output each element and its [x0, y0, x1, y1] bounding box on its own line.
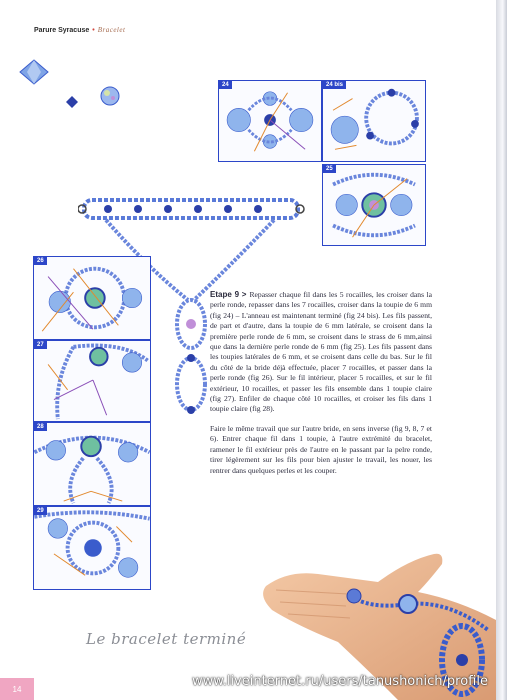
figure-label: 25: [323, 165, 336, 173]
figure-label: 26: [34, 257, 47, 265]
figure-label: 24 bis: [323, 81, 346, 89]
figure-label: 24: [219, 81, 232, 89]
figure-28: [33, 422, 151, 506]
beadwork-diagram: [323, 81, 425, 161]
figure-26: [33, 256, 151, 340]
header-section: Bracelet: [97, 26, 126, 34]
figure-29: [33, 506, 151, 590]
header-separator: •: [92, 27, 95, 34]
figure-25: [322, 164, 426, 246]
photo-caption: Le bracelet terminé: [86, 630, 247, 648]
page-number: 14: [0, 678, 34, 700]
beadwork-diagram: [34, 507, 150, 589]
watermark-url: www.liveinternet.ru/users/tanushonich/profile: [192, 674, 488, 689]
figure-label: 29: [34, 507, 47, 515]
beadwork-diagram: [34, 341, 150, 421]
beadwork-diagram: [219, 81, 321, 161]
figure-27: [33, 340, 151, 422]
loose-beads-illustration: [12, 52, 122, 122]
beadwork-diagram: [323, 165, 425, 245]
beadwork-diagram: [34, 257, 150, 339]
figure-24: [218, 80, 322, 162]
running-header: [34, 26, 125, 34]
beadwork-diagram: [34, 423, 150, 505]
instructions-text: [210, 290, 432, 485]
figure-label: 27: [34, 341, 47, 349]
figure-24bis: [322, 80, 426, 162]
finish-paragraph: Faire le même travail que sur l'autre bride, en sens inverse (fig 9, 8, 7 et 6). Entrer chaque fil dans 1 toupie, à l'autre extrémité du bracelet, ramener le fil extérieur près de l'autre en le passant par la pelre ronde, tirer légèrement sur les fils pour bien ajuster le travail, les nouer, les rentrer dans quelques perles et les couper.: [210, 423, 432, 475]
step-body: Repasser chaque fil dans les 5 rocailles, les croiser dans la perle ronde, repasser dans les 7 rocailles, croiser dans la toupie de 6 mm (fig 24) – L'anneau est maintenant terminé (fig 24 bis). Les fils passent, de part et d'autre, dans la toupie de 6 mm latérale, se croisent dans la première perle ronde de 6 mm, se croisent dans le strass de 6 mm,ainsi que dans la dernière perle ronde de 6 mm (fig 25). Les fils passent dans les toupies latérales de 6 mm, et se croisent dans celle du bas. Sur le fil du côté de la bride déjà effectuée, placer 7 rocailles, et passer dans la perle ronde (fig 26). Sur le fil intérieur, placer 5 rocailles, et sur le fil extérieur, 10 rocailles, et passer les fils ensemble dans 1 toupie claire (fig 27). Enfiler de chaque côté 10 rocailles, et croiser les fils dans 1 toupie claire (fig 28).: [210, 290, 432, 414]
step-paragraph: [210, 290, 432, 415]
book-gutter: [496, 0, 507, 700]
figure-label: 28: [34, 423, 47, 431]
header-title: Parure Syracuse: [34, 27, 90, 34]
step-title: Etape 9 >: [210, 290, 247, 299]
